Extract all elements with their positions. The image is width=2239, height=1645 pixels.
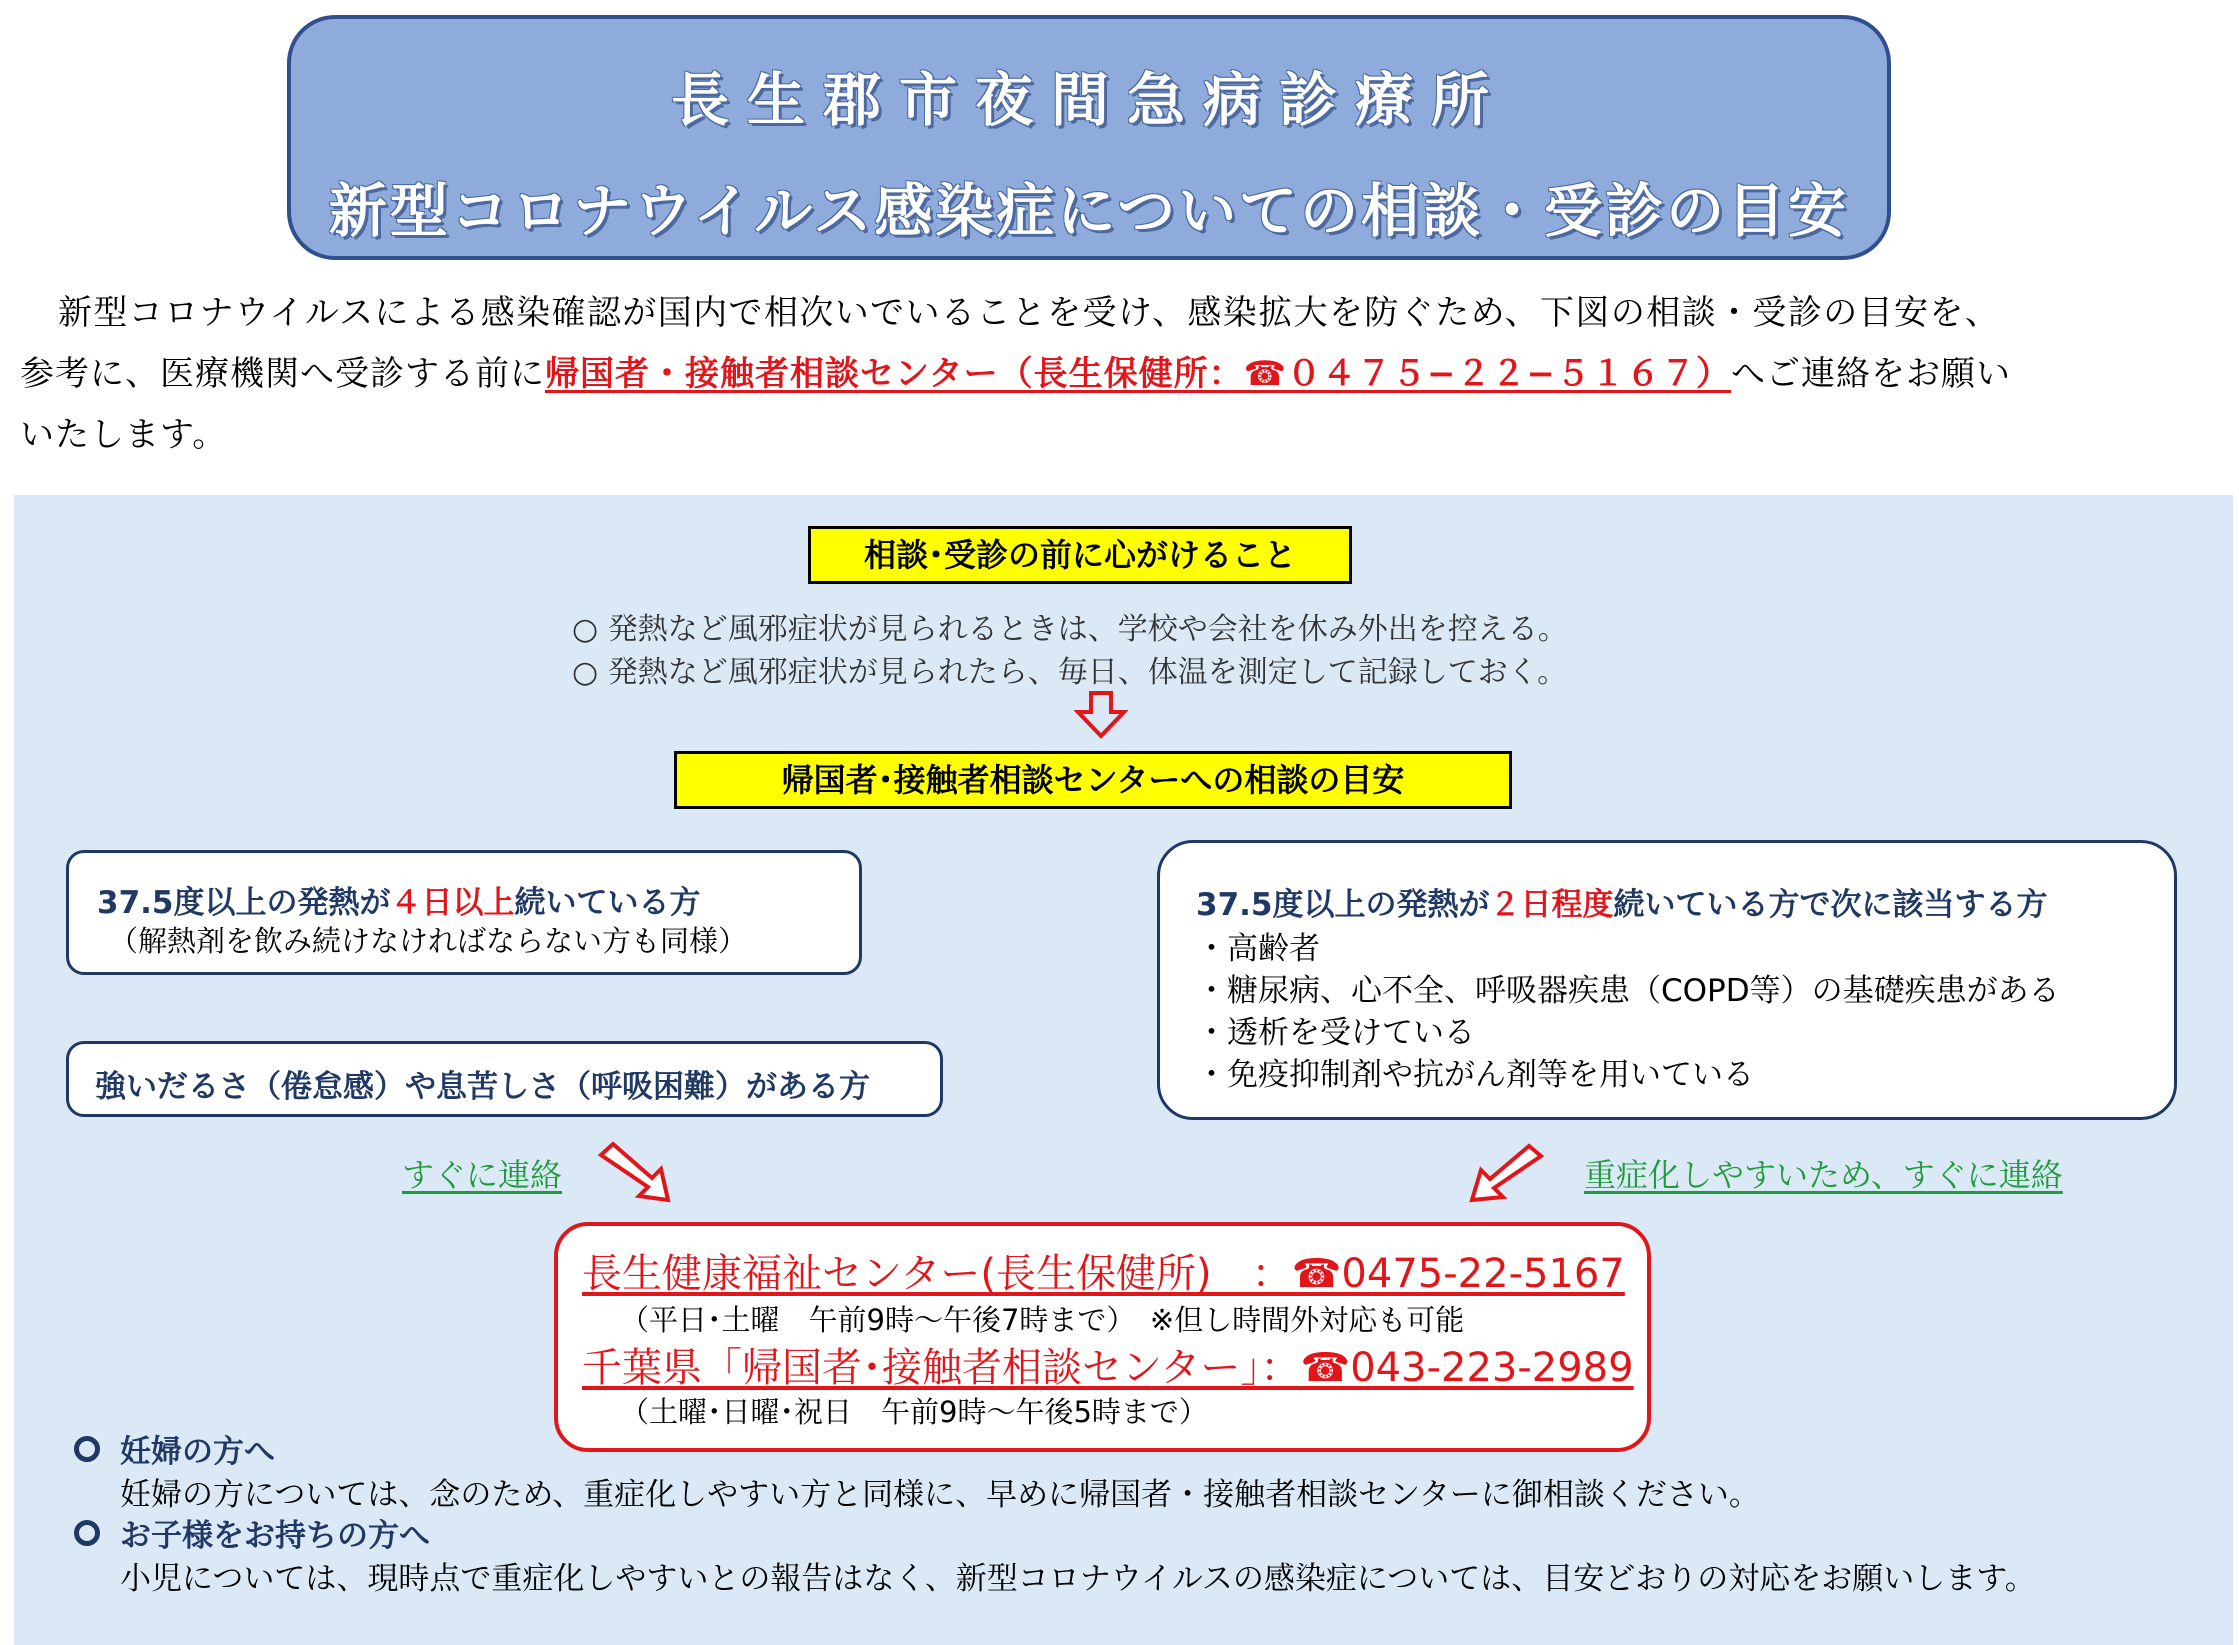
pregnant-heading: 妊婦の方へ (120, 1434, 275, 1470)
intro-line-2-post: へご連絡をお願い (1730, 354, 2011, 394)
bullet-icon (74, 1436, 100, 1462)
criteria-box-fatigue (66, 1041, 943, 1117)
health-center-hours: （平日･土曜 午前9時～午後7時まで） ※但し時間外対応も可能 (620, 1303, 1465, 1337)
criteria-box-fever-4days (66, 850, 862, 975)
criteria-box-high-risk (1157, 840, 2177, 1120)
intro-line-2-pre: 参考に、医療機関へ受診する前に (20, 354, 545, 394)
list-item: ・高齢者 (1196, 931, 1320, 967)
bullet-icon (74, 1520, 100, 1546)
high-risk-contact-label: 重症化しやすいため、すぐに連絡 (1584, 1156, 2063, 1194)
list-item: ・糖尿病、心不全、呼吸器疾患（COPD等）の基礎疾患がある (1196, 973, 2060, 1009)
diagonal-arrow-icon (596, 1140, 678, 1208)
intro-contact-highlight: 帰国者・接触者相談センター（長生保健所：☎０４７５−２２−５１６７） (545, 354, 1731, 394)
before-consult-heading: 相談･受診の前に心がけること (808, 526, 1352, 584)
diagonal-arrow-icon (1464, 1142, 1546, 1208)
criteria-a-text: 37.5度以上の発熱が４日以上続いている方 (97, 885, 701, 921)
page-subtitle: 新型コロナウイルス感染症についての相談・受診の目安 (328, 177, 1850, 245)
criteria-heading: 帰国者･接触者相談センターへの相談の目安 (674, 751, 1512, 809)
list-item: ・免疫抑制剤や抗がん剤等を用いている (1196, 1057, 1754, 1093)
tip-item: ○ 発熱など風邪症状が見られたら、毎日、体温を測定して記録しておく。 (572, 655, 1568, 690)
tip-item: ○ 発熱など風邪症状が見られるときは、学校や会社を休み外出を控える。 (572, 612, 1568, 647)
intro-line-2 (20, 354, 2011, 394)
intro-line-3: いたします。 (20, 415, 228, 455)
criteria-c-text: 37.5度以上の発熱が２日程度続いている方で次に該当する方 (1196, 887, 2048, 923)
intro-line-1: 新型コロナウイルスによる感染確認が国内で相次いでいることを受け、感染拡大を防ぐため、下図の相談・受診の目安を、 (58, 293, 2001, 333)
header-banner (287, 15, 1891, 260)
prefecture-center-hours: （土曜･日曜･祝日 午前9時～午後5時まで） (620, 1395, 1208, 1429)
health-center-phone[interactable]: 長生健康福祉センター(長生保健所) ：☎0475-22-5167 (582, 1251, 1625, 1297)
list-item: ・透析を受けている (1196, 1015, 1475, 1051)
contact-now-label: すぐに連絡 (402, 1156, 563, 1194)
children-text: 小児については、現時点で重症化しやすいとの報告はなく、新型コロナウイルスの感染症については、目安どおりの対応をお願いします。 (120, 1561, 2036, 1597)
criteria-b-text: 強いだるさ（倦怠感）や息苦しさ（呼吸困難）がある方 (95, 1069, 870, 1105)
children-heading: お子様をお持ちの方へ (120, 1518, 430, 1554)
page-title: 長生郡市夜間急病診療所 (670, 66, 1507, 134)
pregnant-text: 妊婦の方については、念のため、重症化しやすい方と同様に、早めに帰国者・接触者相談センターに御相談ください。 (120, 1477, 1760, 1513)
criteria-a-note: （解熱剤を飲み続けなければならない方も同様） (109, 924, 748, 958)
down-arrow-icon (1074, 690, 1128, 740)
prefecture-center-phone[interactable]: 千葉県「帰国者･接触者相談センター」：☎043-223-2989 (582, 1345, 1634, 1391)
contact-box (554, 1222, 1651, 1452)
